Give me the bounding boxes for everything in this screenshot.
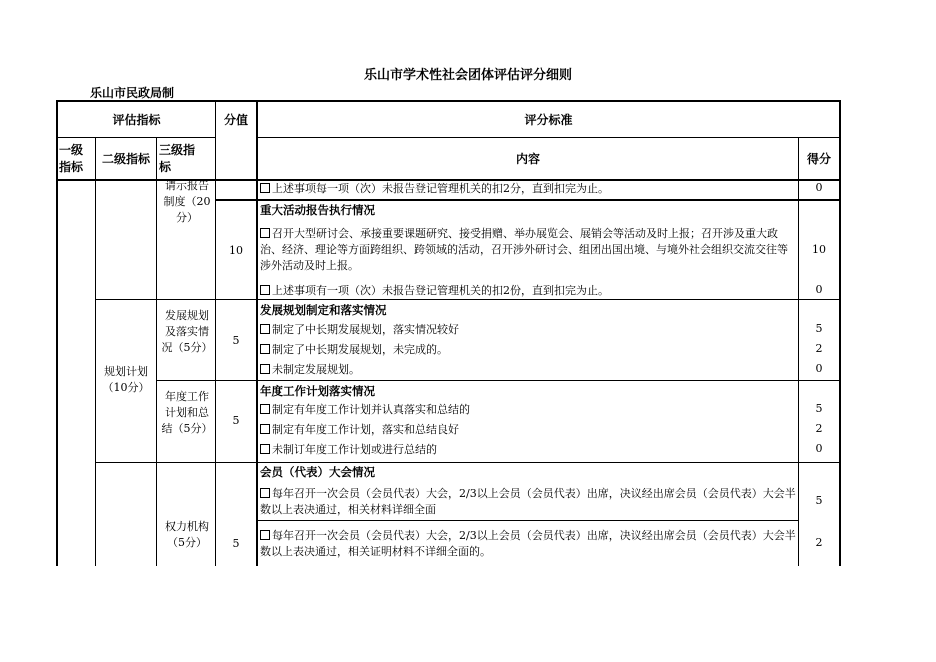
- section-heading-major-events: 重大活动报告执行情况: [260, 203, 375, 217]
- row-score: 2: [815, 536, 823, 549]
- row-score: 5: [815, 322, 823, 335]
- checkbox-icon: [260, 404, 270, 414]
- row-score: 5: [815, 402, 823, 415]
- row-score: 2: [815, 342, 823, 355]
- criteria-row: 召开大型研讨会、承接重要课题研究、接受捐赠、举办展览会、展销会等活动及时上报；召开涉及重大政治、经济、理论等方面跨组织、跨领域的活动，召开涉外研讨会、组团出国出境、与境外社会组织交流交往等涉外活动及时上报。: [260, 227, 788, 272]
- criteria-row: 未制定发展规划。: [260, 362, 796, 378]
- header-criteria: 评分标准: [524, 113, 573, 127]
- header-obtained: 得分: [806, 152, 831, 166]
- checkbox-icon: [260, 228, 270, 238]
- document-title: 乐山市学术性社会团体评估评分细则: [363, 68, 572, 83]
- criteria-row: 制定了中长期发展规划，未完成的。: [260, 342, 796, 358]
- checkbox-icon: [260, 424, 270, 434]
- level3-authority: 权力机构（5分）: [165, 520, 209, 549]
- header-level1: 一级指标: [59, 143, 84, 174]
- criteria-row: 每年召开一次会员（会员代表）大会，2/3以上会员（会员代表）出席，决议经出席会员（会员代表）大会半数以上表决通过，相关材料详细全面: [260, 487, 796, 516]
- checkbox-icon: [260, 364, 270, 374]
- header-level3: 三级指标: [159, 143, 196, 174]
- section-heading-general-assembly: 会员（代表）大会情况: [260, 465, 375, 479]
- level3-annual-plan: 年度工作计划和总结（5分）: [161, 390, 213, 435]
- row-score: 5: [815, 494, 823, 507]
- value-authority: 5: [232, 537, 240, 550]
- checkbox-icon: [260, 285, 270, 295]
- checkbox-icon: [260, 324, 270, 334]
- row-score: 0: [815, 442, 823, 455]
- checkbox-icon: [260, 344, 270, 354]
- level3-report-system: 请示报告制度（20分）: [163, 179, 211, 224]
- level2-planning: 规划计划（10分）: [102, 365, 150, 394]
- header-score-value: 分值: [223, 113, 248, 127]
- criteria-row: 上述事项有一项（次）未报告登记管理机关的扣2份，直到扣完为止。: [260, 283, 796, 299]
- criteria-row: 未制订年度工作计划或进行总结的: [260, 442, 796, 458]
- header-content: 内容: [515, 152, 540, 166]
- row-score: 10: [812, 243, 826, 256]
- row-score: 0: [815, 283, 823, 296]
- criteria-row: 制定有年度工作计划，落实和总结良好: [260, 422, 796, 438]
- value-dev-plan: 5: [232, 334, 240, 347]
- section-heading-annual-plan: 年度工作计划落实情况: [260, 384, 375, 398]
- value-major-events: 10: [229, 244, 243, 257]
- header-level2: 二级指标: [101, 152, 150, 166]
- row-score: 2: [815, 422, 823, 435]
- checkbox-icon: [260, 183, 270, 193]
- value-annual-plan: 5: [232, 414, 240, 427]
- criteria-row: 制定了中长期发展规划，落实情况较好: [260, 322, 796, 338]
- level3-dev-plan: 发展规划及落实情况（5分）: [161, 309, 213, 354]
- criteria-row: 每年召开一次会员（会员代表）大会，2/3以上会员（会员代表）出席，决议经出席会员（会员代表）大会半数以上表决通过，相关证明材料不详细全面的。: [260, 529, 796, 558]
- criteria-row: 上述事项每一项（次）未报告登记管理机关的扣2分，直到扣完为止。: [260, 181, 796, 197]
- checkbox-icon: [260, 444, 270, 454]
- checkbox-icon: [260, 530, 270, 540]
- row-score: 0: [815, 362, 823, 375]
- header-eval-indicator: 评估指标: [112, 113, 161, 127]
- checkbox-icon: [260, 488, 270, 498]
- issuing-org: 乐山市民政局制: [90, 86, 175, 100]
- section-heading-dev-plan: 发展规划制定和落实情况: [260, 303, 387, 317]
- row-score: 0: [815, 181, 823, 194]
- criteria-row: 制定有年度工作计划并认真落实和总结的: [260, 402, 796, 418]
